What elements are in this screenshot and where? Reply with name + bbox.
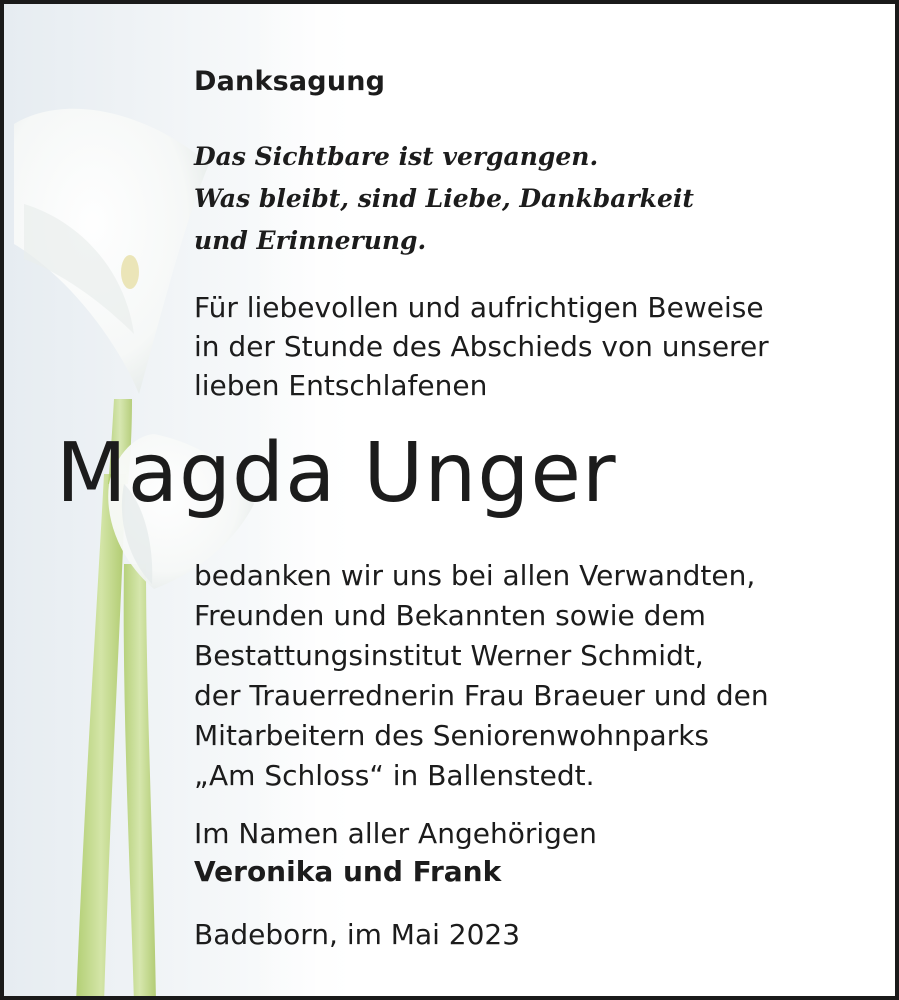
thanks-line: Freunden und Bekannten sowie dem: [194, 599, 706, 632]
thanks-paragraph: [194, 556, 769, 796]
thanks-line: der Trauerrednerin Frau Braeuer und den: [194, 679, 769, 712]
thanks-line: Mitarbeitern des Seniorenwohnparks: [194, 719, 710, 752]
thanks-line: „Am Schloss“ in Ballenstedt.: [194, 759, 595, 792]
motto-quote: [194, 136, 694, 262]
intro-line: lieben Entschlafenen: [194, 369, 488, 402]
deceased-name: Magda Unger: [56, 426, 617, 521]
thanks-line: bedanken wir uns bei allen Verwandten,: [194, 559, 756, 592]
motto-line: Was bleibt, sind Liebe, Dankbarkeit: [194, 184, 694, 213]
signatories: Veronika und Frank: [194, 855, 502, 888]
signoff-text: Im Namen aller Angehörigen: [194, 817, 597, 850]
intro-line: Für liebevollen und aufrichtigen Beweise: [194, 291, 764, 324]
notice-heading: Danksagung: [194, 66, 386, 97]
place-date: Badeborn, im Mai 2023: [194, 918, 521, 951]
motto-line: und Erinnerung.: [194, 226, 427, 255]
intro-line: in der Stunde des Abschieds von unserer: [194, 330, 769, 363]
intro-paragraph: [194, 288, 769, 405]
motto-line: Das Sichtbare ist vergangen.: [194, 142, 599, 171]
thanks-line: Bestattungsinstitut Werner Schmidt,: [194, 639, 704, 672]
